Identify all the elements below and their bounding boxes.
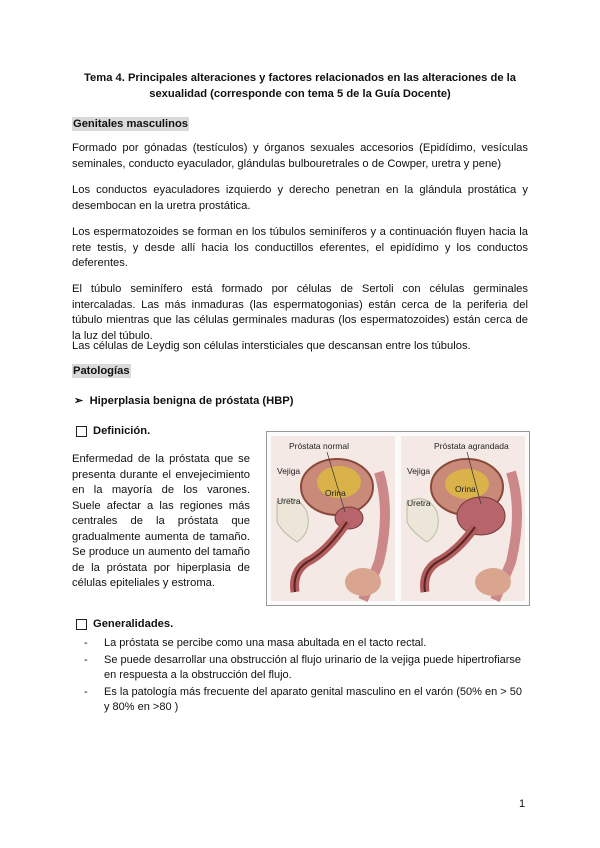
label-orina-left: Orina — [325, 488, 346, 498]
list-item: - Se puede desarrollar una obstrucción al flujo urinario de la vejiga puede hipertrofiarse en respuesta a la obstrucción del flujo. — [84, 653, 530, 683]
page-number: 1 — [519, 798, 526, 810]
list-item: - La próstata se percibe como una masa abultada en el tacto rectal. — [84, 636, 530, 651]
definition-checkbox-item — [76, 425, 150, 437]
definition-text: Enfermedad de la próstata que se presenta durante el envejecimiento en la mayoría de los varones. Suele afectar a las regiones más centrales de la próstata que gradualmente aumenta de tamaño. Se produce un aumento del tamaño de la próstata por hiperplasia de células epiteliales y estroma. — [72, 453, 250, 589]
label-vejiga-left: Vejiga — [277, 466, 301, 476]
paragraph-1: Formado por gónadas (testículos) y órganos sexuales accesorios (Epidídimo, vesículas seminales, conducto eyaculador, glándulas bulbouretrales o de Cowper, uretra y pene) — [72, 142, 528, 170]
right-testis — [475, 568, 511, 596]
prostate-illustration — [267, 432, 529, 605]
checkbox-icon — [76, 619, 87, 630]
main-bullet — [74, 394, 294, 407]
label-uretra-right: Uretra — [407, 498, 431, 508]
label-vejiga-right: Vejiga — [407, 466, 431, 476]
label-uretra-left: Uretra — [277, 496, 301, 506]
title-line-2: sexualidad (corresponde con tema 5 de la Guía Docente) — [149, 88, 451, 100]
prostate-figure — [266, 431, 530, 606]
paragraph-2: Los conductos eyaculadores izquierdo y derecho penetran en la glándula prostática y desembocan en la uretra prostática. — [72, 184, 528, 212]
label-prostata-normal: Próstata normal — [289, 441, 349, 451]
definition-label: Definición. — [93, 425, 151, 437]
left-testis — [345, 568, 381, 596]
list-item: - Es la patología más frecuente del aparato genital masculino en el varón (50% en > 50 y 80% en >80 ) — [84, 685, 530, 715]
label-prostata-agrandada: Próstata agrandada — [434, 441, 509, 451]
document-title — [72, 70, 528, 102]
title-line-1: Tema 4. Principales alteraciones y factores relacionados en las alteraciones de la — [84, 72, 516, 84]
main-bullet-label: Hiperplasia benigna de próstata (HBP) — [89, 395, 294, 407]
generalidades-checkbox-item — [76, 618, 173, 630]
checkbox-icon — [76, 426, 87, 437]
arrow-bullet-icon: ➢ — [74, 395, 90, 407]
label-orina-right: Orina — [455, 484, 476, 494]
paragraph-3: Los espermatozoides se forman en los túbulos seminíferos y a continuación fluyen hacia la rete testis, y desde allí hacia los conductillos eferentes, el epidídimo y los conductos deferentes. — [72, 226, 528, 269]
generalidades-list — [84, 636, 530, 717]
paragraph-4: El túbulo seminífero está formado por células de Sertoli con células germinales intercaladas. Las más inmaduras (las espermatogonias) están cerca de la periferia del túbulo mientras que las células germinales maduras (los espermatozoides) están cerca de la luz del túbulo. — [72, 283, 528, 342]
paragraph-5: Las células de Leydig son células intersticiales que descansan entre los túbulos. — [72, 340, 471, 352]
section-heading-genitales: Genitales masculinos — [73, 118, 189, 130]
generalidades-label: Generalidades. — [93, 618, 174, 630]
section-heading-patologias: Patologías — [73, 365, 130, 377]
